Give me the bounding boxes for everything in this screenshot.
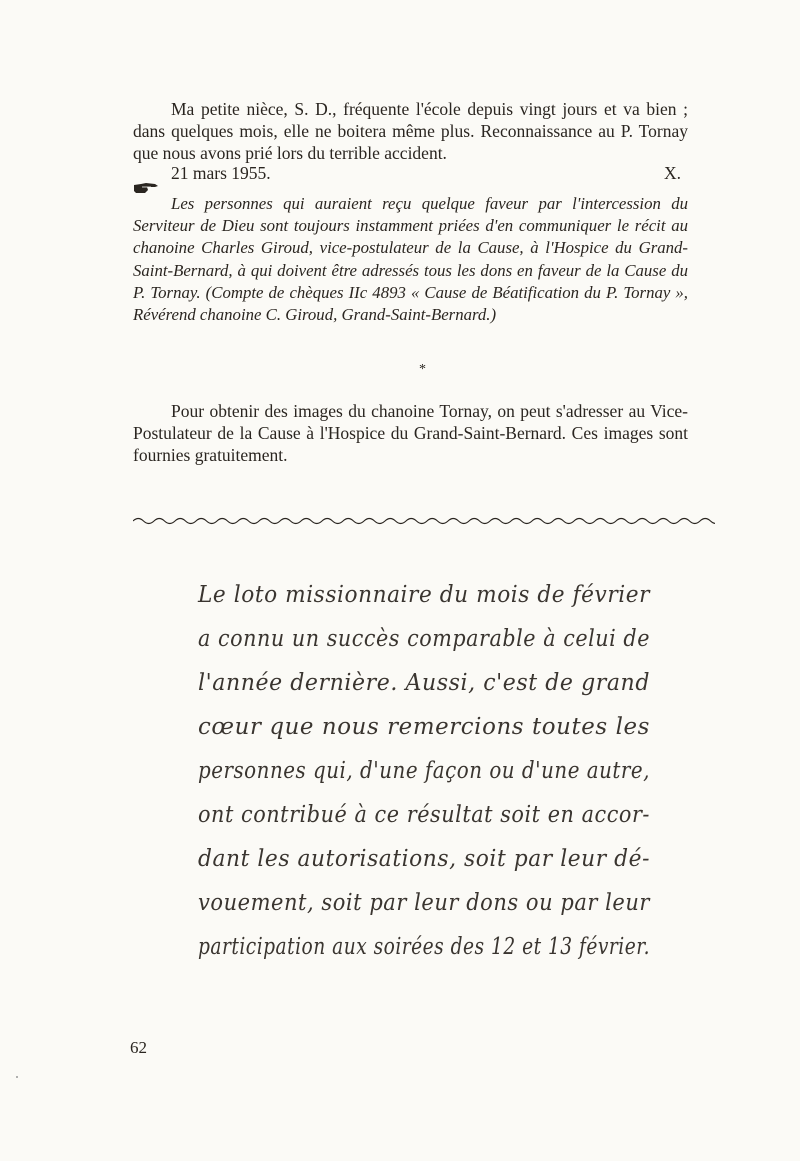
script-line: dant les autorisations, soit par leur dé-	[198, 846, 650, 872]
script-line: Le loto missionnaire du mois de février	[198, 582, 650, 608]
date-signature-line	[171, 162, 681, 184]
script-line: l'année dernière. Aussi, c'est de grand	[198, 670, 650, 696]
script-line: a connu un succès comparable à celui de	[198, 626, 650, 652]
script-line: personnes qui, d'une façon ou d'une autre,	[198, 758, 650, 784]
paper-speck	[16, 1076, 18, 1078]
images-paragraph: Pour obtenir des images du chanoine Tornay, on peut s'adresser au Vice-Postulateur de la Cause à l'Hospice du Grand-Saint-Bernard. Ces images sont fournies gratuitement.	[133, 401, 688, 465]
script-line: cœur que nous remercions toutes les	[198, 714, 650, 740]
testimony-signature: X.	[663, 163, 681, 183]
testimony-paragraph: Ma petite nièce, S. D., fréquente l'école depuis vingt jours et va bien ; dans quelques mois, elle ne boitera même plus. Reconnaissance au P. Tornay que nous avons prié lors du terrible accident.	[133, 99, 688, 163]
intercession-notice: Les personnes qui auraient reçu quelque faveur par l'intercession du Serviteur de Dieu sont toujours instamment priées d'en communiquer le récit au chanoine Charles Giroud, vice-postulateur de la Cause, à l'Hospice du Grand-Saint-Bernard, à qui doivent être adressés tous les dons en faveur de la Cause du P. Tornay. (Compte de chèques IIc 4893 « Cause de Béatification du P. Tornay », Révérend chanoine C. Giroud, Grand-Saint-Bernard.)	[133, 194, 688, 325]
script-line: vouement, soit par leur dons ou par leur	[198, 890, 650, 916]
page-number: 62	[130, 1038, 147, 1057]
script-line: ont contribué à ce résultat soit en accor-	[198, 802, 650, 828]
ornamental-divider	[133, 514, 715, 528]
script-line: participation aux soirées des 12 et 13 février.	[198, 934, 650, 960]
testimony-date: 21 mars 1955.	[171, 163, 271, 183]
section-separator: *	[419, 362, 426, 377]
